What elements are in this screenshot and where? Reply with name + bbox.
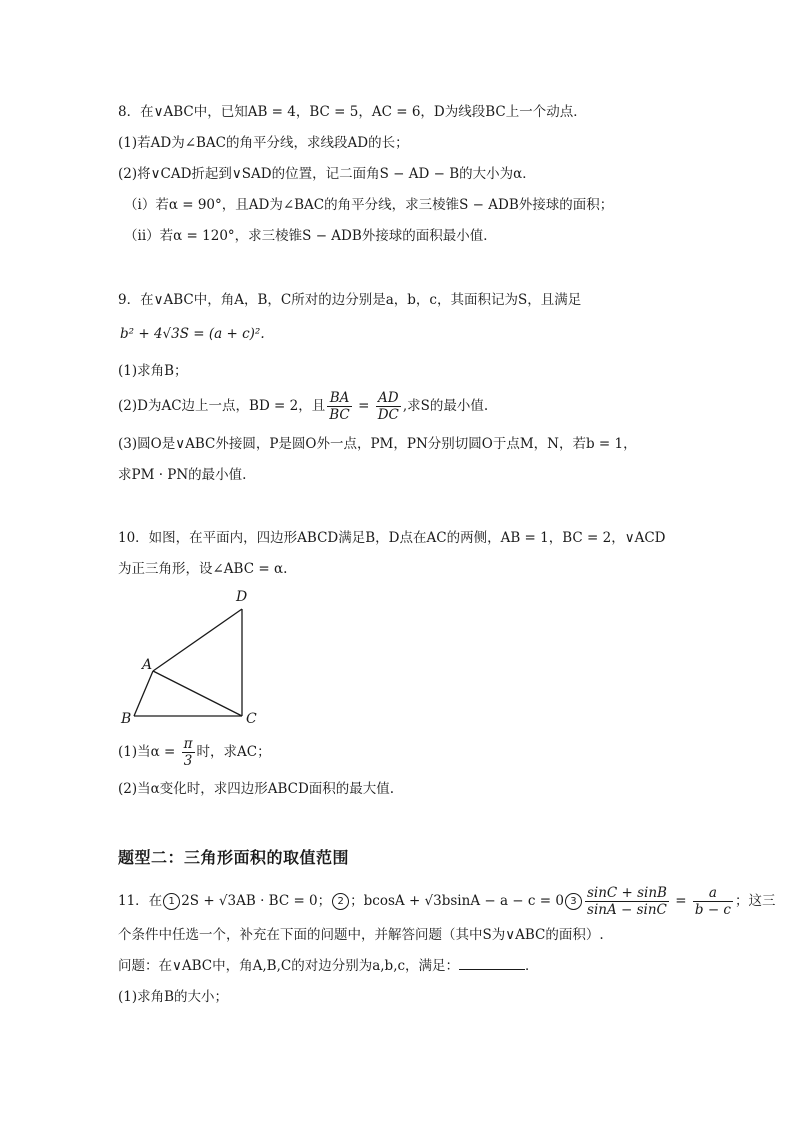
problem-8-stem: 8．在∨ABC中，已知AB = 4，BC = 5，AC = 6，D为线段BC上一个动点．: [118, 104, 587, 120]
problem-10-stem-line1: 10．如图，在平面内，四边形ABCD满足B，D点在AC的两侧，AB = 1，BC = 2，∨ACD: [118, 530, 666, 546]
segment-ac: [153, 671, 242, 716]
condition-2: ；bcosA + √3bsinA − a − c = 0: [350, 893, 564, 909]
segment-ab: [134, 671, 153, 716]
fraction-numerator: π: [183, 736, 193, 752]
problem-11-line1-suffix: ；这三: [735, 893, 776, 909]
circled-number-1: 1: [163, 893, 180, 910]
problem-11-line1-prefix: 11．在: [118, 893, 163, 909]
fraction-ba-bc: [327, 390, 352, 423]
fraction-denominator: DC: [377, 407, 399, 423]
condition-1: 2S + √3AB · BC = 0；: [181, 893, 332, 909]
problem-9-q2-prefix: (2)D为AC边上一点，BD = 2，且: [118, 398, 326, 414]
problem-9-q2-suffix: ,求S的最小值.: [402, 398, 489, 414]
fraction-pi-over-3: [182, 736, 195, 769]
fraction-ad-dc: [376, 390, 401, 423]
label-d: D: [236, 589, 248, 605]
problem-10-q1: [118, 735, 271, 769]
problem-10-q2: (2)当α变化时，求四边形ABCD面积的最大值.: [118, 781, 395, 797]
problem-11-line3: [118, 956, 539, 976]
fraction-denominator: BC: [329, 407, 350, 423]
problem-11-line3-suffix: ．: [525, 958, 539, 974]
problem-9-equation: b² + 4√3S = (a + c)².: [120, 326, 265, 342]
problem-9-q3-line1: (3)圆O是∨ABC外接圆，P是圆O外一点，PM，PN分别切圆O于点M，N，若b = 1，: [118, 436, 637, 452]
problem-11-q1: (1)求角B的大小；: [118, 989, 229, 1005]
label-b: B: [121, 711, 132, 727]
circled-number-3: 3: [565, 893, 582, 910]
section-heading: 题型二：三角形面积的取值范围: [118, 848, 350, 867]
problem-11-line1: [118, 884, 776, 918]
label-c: C: [246, 711, 257, 727]
problem-8-q2-ii: （ii）若α = 120°，求三棱锥S − ADB外接球的面积最小值．: [124, 228, 497, 244]
problem-10-q1-suffix: 时，求AC；: [196, 744, 271, 760]
equals-sign: =: [670, 893, 691, 909]
problem-8-q2: (2)将∨CAD折起到∨SAD的位置，记二面角S − AD − B的大小为α．: [118, 166, 536, 182]
fraction-denominator: sinA − sinC: [587, 902, 667, 918]
problem-9-q1: (1)求角B；: [118, 363, 188, 379]
problem-8-q1: (1)若AD为∠BAC的角平分线，求线段AD的长；: [118, 135, 409, 151]
fraction-a-over-b-minus-c: [693, 885, 733, 918]
answer-blank[interactable]: [459, 957, 525, 970]
problem-10-stem-line2: 为正三角形，设∠ABC = α.: [118, 561, 288, 577]
problem-11-line3-prefix: 问题：在∨ABC中，角A,B,C的对边分别为a,b,c，满足：: [118, 958, 460, 974]
problem-9-q3-line2: 求PM · PN的最小值.: [118, 467, 247, 483]
problem-10-q1-prefix: (1)当α =: [118, 744, 180, 760]
problem-8-q2-i: （i）若α = 90°，且AD为∠BAC的角平分线，求三棱锥S − ADB外接球的面积；: [124, 197, 614, 213]
problem-9-stem: 9．在∨ABC中，角A，B，C所对的边分别是a，b，c，其面积记为S，且满足: [118, 292, 582, 308]
problem-9-q2: [118, 389, 488, 423]
fraction-denominator: 3: [183, 753, 193, 769]
problem-11-line2: 个条件中任选一个，补充在下面的问题中，并解答问题（其中S为∨ABC的面积）.: [118, 927, 604, 943]
fraction-numerator: sinC + sinB: [586, 885, 667, 901]
fraction-denominator: b − c: [694, 902, 731, 918]
quadrilateral-figure: [112, 585, 272, 735]
fraction-sin-ratio: [585, 885, 669, 918]
label-a: A: [142, 657, 153, 673]
fraction-numerator: AD: [376, 390, 401, 407]
fraction-numerator: BA: [327, 390, 352, 407]
circled-number-2: 2: [332, 893, 349, 910]
fraction-numerator: a: [693, 885, 733, 902]
equals-sign: =: [353, 398, 374, 414]
segment-ad: [153, 609, 242, 671]
